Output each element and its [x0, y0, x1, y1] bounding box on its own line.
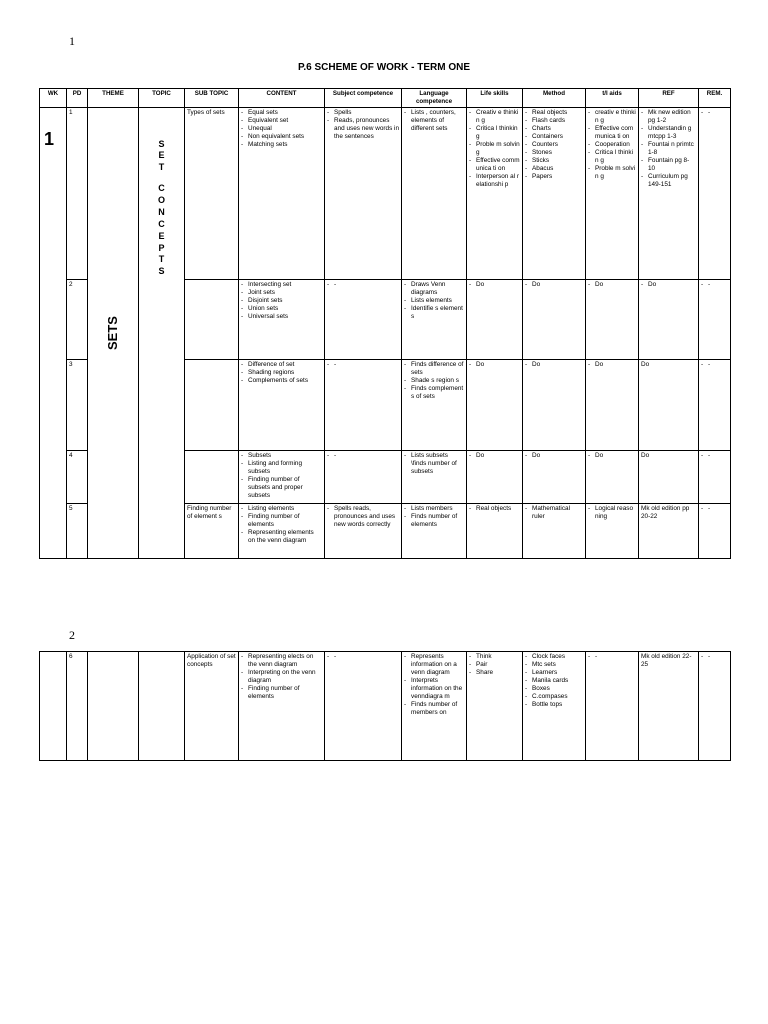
tl-aids-cell	[586, 450, 639, 503]
subtopic-cell: Finding number of element s	[185, 503, 239, 558]
tl-aids-cell	[586, 107, 639, 279]
list-item: - Clock faces	[525, 653, 583, 661]
list-item: - Learners	[525, 669, 583, 677]
list-item: - Do	[641, 281, 696, 289]
list-item: - Union sets	[241, 305, 322, 313]
life-skills-cell-list	[469, 281, 520, 289]
header-theme: THEME	[88, 89, 139, 108]
language-competence-cell-list	[404, 653, 464, 717]
table-row	[40, 107, 731, 279]
topic-letter: T	[158, 162, 165, 173]
topic-cell	[139, 652, 185, 761]
rem-cell	[699, 107, 731, 279]
life-skills-cell	[467, 359, 523, 450]
life-skills-cell-list	[469, 109, 520, 189]
list-item: - Shade s region s	[404, 377, 464, 385]
tl-aids-cell	[586, 359, 639, 450]
list-item: - Critica l thinkin g	[588, 149, 636, 165]
list-item: - Representing elects on the venn diagram	[241, 653, 322, 669]
list-item: - -	[327, 452, 399, 460]
list-item: - Difference of set	[241, 361, 322, 369]
page-number: 1	[69, 34, 75, 48]
tl-aids-cell-list	[588, 505, 636, 521]
content-cell-list	[241, 109, 322, 149]
list-item: - Proble m solvin g	[588, 165, 636, 181]
list-item: - -	[701, 109, 728, 117]
theme-label: SETS	[104, 315, 120, 350]
content-cell	[239, 107, 325, 279]
topic-letter	[141, 174, 182, 183]
list-item: - Listing elements	[241, 505, 322, 513]
topic-letter: C	[158, 218, 165, 229]
scheme-table	[39, 88, 731, 559]
subject-competence-cell-list	[327, 653, 399, 661]
content-cell-list	[241, 505, 322, 545]
rem-cell	[699, 359, 731, 450]
subject-competence-cell-list	[327, 452, 399, 460]
list-item: - Draws Venn diagrams	[404, 281, 464, 297]
list-item: - Critica l thinkin g	[469, 125, 520, 141]
list-item: - Effective communica ti on	[588, 125, 636, 141]
list-item: - Do	[469, 452, 520, 460]
period-cell: 6	[67, 652, 88, 761]
list-item: - Equal sets	[241, 109, 322, 117]
list-item: - Finds number of elements	[404, 513, 464, 529]
subject-competence-cell	[325, 107, 402, 279]
list-item: - Listing and forming subsets	[241, 460, 322, 476]
content-cell	[239, 652, 325, 761]
topic-label	[141, 139, 182, 279]
list-item: - -	[327, 653, 399, 661]
list-item: - -	[701, 653, 728, 661]
list-item: - Do	[525, 361, 583, 369]
topic-letter: E	[158, 150, 165, 161]
content-cell	[239, 279, 325, 359]
list-item: - Shading regions	[241, 369, 322, 377]
subtopic-cell	[185, 279, 239, 359]
list-item: - Mathematical ruler	[525, 505, 583, 521]
list-item: - Do	[588, 452, 636, 460]
method-cell	[523, 450, 586, 503]
list-item: - Proble m solvin g	[469, 141, 520, 157]
subtopic-cell: Application of set concepts	[185, 652, 239, 761]
list-item: - Think	[469, 653, 520, 661]
list-item: - Subsets	[241, 452, 322, 460]
language-competence-cell-list	[404, 109, 464, 133]
life-skills-cell	[467, 450, 523, 503]
period-cell: 4	[67, 450, 88, 503]
rem-cell	[699, 652, 731, 761]
method-cell-list	[525, 361, 583, 369]
content-cell	[239, 359, 325, 450]
period-cell: 5	[67, 503, 88, 558]
rem-cell	[699, 279, 731, 359]
header-rem: REM.	[699, 89, 731, 108]
list-item: - Spells reads, pronounces and uses new words correctly	[327, 505, 399, 529]
list-item: - Finds number of members on	[404, 701, 464, 717]
subject-competence-cell	[325, 279, 402, 359]
language-competence-cell	[402, 450, 467, 503]
subject-competence-cell-list	[327, 505, 399, 529]
list-item: - Sticks	[525, 157, 583, 165]
header-topic: TOPIC	[139, 89, 185, 108]
topic-cell	[139, 107, 185, 558]
subject-competence-cell	[325, 652, 402, 761]
list-item: - Charts	[525, 125, 583, 133]
list-item: - Containers	[525, 133, 583, 141]
list-item: - Do	[588, 281, 636, 289]
language-competence-cell	[402, 107, 467, 279]
list-item: - Lists , counters, elements of different sets	[404, 109, 464, 133]
table-row	[40, 652, 731, 761]
language-competence-cell	[402, 359, 467, 450]
rem-cell	[699, 450, 731, 503]
list-item: - C.compases	[525, 693, 583, 701]
subject-competence-cell-list	[327, 109, 399, 141]
ref-cell: Mk old edition 22-25	[639, 652, 699, 761]
week-cell	[40, 107, 67, 558]
list-item: - Disjoint sets	[241, 297, 322, 305]
header-life-skills: Life skills	[467, 89, 523, 108]
subject-competence-cell	[325, 450, 402, 503]
rem-cell-list	[701, 653, 728, 661]
list-item: - Bottle tops	[525, 701, 583, 709]
list-item: - Finding number of subsets and proper subsets	[241, 476, 322, 500]
subject-competence-cell	[325, 359, 402, 450]
list-item: - Identifie s element s	[404, 305, 464, 321]
list-item: - -	[588, 653, 636, 661]
content-cell-list	[241, 653, 322, 701]
language-competence-cell-list	[404, 281, 464, 321]
topic-letter: S	[158, 138, 165, 149]
header-row	[40, 89, 731, 108]
list-item: - -	[701, 281, 728, 289]
period-cell: 2	[67, 279, 88, 359]
list-item: - Intersecting set	[241, 281, 322, 289]
list-item: - Interperson al relationshi p	[469, 173, 520, 189]
life-skills-cell	[467, 279, 523, 359]
list-item: - Lists elements	[404, 297, 464, 305]
list-item: - Equivalent set	[241, 117, 322, 125]
rem-cell-list	[701, 109, 728, 117]
rem-cell-list	[701, 452, 728, 460]
language-competence-cell-list	[404, 505, 464, 529]
content-cell	[239, 450, 325, 503]
life-skills-cell	[467, 107, 523, 279]
list-item: - -	[701, 452, 728, 460]
header-content: CONTENT	[239, 89, 325, 108]
tl-aids-cell	[586, 503, 639, 558]
list-item: - Unequal	[241, 125, 322, 133]
life-skills-cell-list	[469, 505, 520, 513]
list-item: - Lists subsets \finds number of subsets	[404, 452, 464, 476]
language-competence-cell	[402, 503, 467, 558]
ref-cell: Do	[639, 450, 699, 503]
list-item: - Curriculum pg 149-151	[641, 173, 696, 189]
list-item: - Matching sets	[241, 141, 322, 149]
tl-aids-cell	[586, 652, 639, 761]
topic-letter: P	[158, 242, 165, 253]
theme-cell	[88, 652, 139, 761]
list-item: - Logical reasoning	[588, 505, 636, 521]
method-cell	[523, 279, 586, 359]
header-tl-aids: t/l aids	[586, 89, 639, 108]
list-item: - Mtc sets	[525, 661, 583, 669]
list-item: - Representing elements on the venn diagram	[241, 529, 322, 545]
period-cell: 3	[67, 359, 88, 450]
list-item: - Lists members	[404, 505, 464, 513]
tl-aids-cell-list	[588, 281, 636, 289]
list-item: - Creativ e thinkin g	[469, 109, 520, 125]
ref-cell-list	[641, 109, 696, 189]
list-item: - Flash cards	[525, 117, 583, 125]
ref-cell	[639, 279, 699, 359]
method-cell-list	[525, 452, 583, 460]
list-item: - Complements of sets	[241, 377, 322, 385]
tl-aids-cell-list	[588, 452, 636, 460]
method-cell	[523, 107, 586, 279]
tl-aids-cell-list	[588, 361, 636, 369]
subtopic-cell	[185, 359, 239, 450]
list-item: - Do	[588, 361, 636, 369]
topic-letter: C	[158, 183, 165, 194]
list-item: - Real objects	[469, 505, 520, 513]
content-cell-list	[241, 281, 322, 321]
header-language-competence: Language competence	[402, 89, 467, 108]
subject-competence-cell-list	[327, 281, 399, 289]
scheme-table-continued	[39, 651, 731, 761]
list-item: - -	[701, 505, 728, 513]
topic-letter: E	[158, 230, 165, 241]
page-number: 2	[69, 628, 75, 642]
list-item: - Fountain pg 8- 10	[641, 157, 696, 173]
method-cell-list	[525, 505, 583, 521]
language-competence-cell-list	[404, 452, 464, 476]
list-item: - Finding number of elements	[241, 685, 322, 701]
list-item: - Finds difference of sets	[404, 361, 464, 377]
list-item: - Boxes	[525, 685, 583, 693]
content-cell-list	[241, 452, 322, 500]
list-item: - Do	[469, 281, 520, 289]
list-item: - -	[327, 361, 399, 369]
list-item: - Do	[525, 281, 583, 289]
week-number: 1	[44, 128, 55, 149]
rem-cell	[699, 503, 731, 558]
list-item: - Share	[469, 669, 520, 677]
method-cell-list	[525, 109, 583, 181]
method-cell-list	[525, 653, 583, 709]
topic-letter: O	[157, 195, 165, 205]
list-item: - Do	[469, 361, 520, 369]
rem-cell-list	[701, 281, 728, 289]
content-cell-list	[241, 361, 322, 385]
list-item: - creativ e thinkin g	[588, 109, 636, 125]
language-competence-cell	[402, 652, 467, 761]
list-item: - Effective communica ti on	[469, 157, 520, 173]
week-cell	[40, 652, 67, 761]
tl-aids-cell-list	[588, 109, 636, 181]
rem-cell-list	[701, 361, 728, 369]
subtopic-cell: Types of sets	[185, 107, 239, 279]
ref-cell	[639, 107, 699, 279]
header-ref: REF	[639, 89, 699, 108]
list-item: - -	[701, 361, 728, 369]
header-sub-topic: SUB TOPIC	[185, 89, 239, 108]
list-item: - Do	[525, 452, 583, 460]
tl-aids-cell	[586, 279, 639, 359]
period-cell: 1	[67, 107, 88, 279]
ref-cell-list	[641, 281, 696, 289]
ref-cell: Do	[639, 359, 699, 450]
rem-cell-list	[701, 505, 728, 513]
method-cell	[523, 503, 586, 558]
list-item: - Joint sets	[241, 289, 322, 297]
list-item: - Interpreting on the venn diagram	[241, 669, 322, 685]
method-cell	[523, 652, 586, 761]
list-item: - Finding number of elements	[241, 513, 322, 529]
language-competence-cell-list	[404, 361, 464, 401]
topic-letter: S	[158, 266, 165, 277]
list-item: - Cooperation	[588, 141, 636, 149]
list-item: - Interprets information on the venndiagra m	[404, 677, 464, 701]
list-item: - Reads, pronounces and uses new words in the sentences	[327, 117, 399, 141]
life-skills-cell	[467, 503, 523, 558]
list-item: - -	[327, 281, 399, 289]
list-item: - Finds complement s of sets	[404, 385, 464, 401]
list-item: - Spells	[327, 109, 399, 117]
ref-cell: Mk old edition pp 20-22	[639, 503, 699, 558]
language-competence-cell	[402, 279, 467, 359]
list-item: - Represents information on a venn diagram	[404, 653, 464, 677]
life-skills-cell	[467, 652, 523, 761]
method-cell-list	[525, 281, 583, 289]
list-item: - Papers	[525, 173, 583, 181]
list-item: - Stones	[525, 149, 583, 157]
subject-competence-cell	[325, 503, 402, 558]
list-item: - Mk new edition pg 1-2	[641, 109, 696, 125]
content-cell	[239, 503, 325, 558]
header-pd: PD	[67, 89, 88, 108]
topic-letter: N	[158, 206, 165, 217]
list-item: - Counters	[525, 141, 583, 149]
life-skills-cell-list	[469, 452, 520, 460]
list-item: - Universal sets	[241, 313, 322, 321]
list-item: - Real objects	[525, 109, 583, 117]
list-item: - Abacus	[525, 165, 583, 173]
method-cell	[523, 359, 586, 450]
list-item: - Pair	[469, 661, 520, 669]
topic-letter: T	[158, 254, 165, 265]
header-wk: WK	[40, 89, 67, 108]
life-skills-cell-list	[469, 361, 520, 369]
subtopic-cell	[185, 450, 239, 503]
list-item: - Non equivalent sets	[241, 133, 322, 141]
list-item: - Fountai n primtc 1-8	[641, 141, 696, 157]
document-title: P.6 SCHEME OF WORK - TERM ONE	[297, 62, 471, 73]
life-skills-cell-list	[469, 653, 520, 677]
subject-competence-cell-list	[327, 361, 399, 369]
theme-cell	[88, 107, 139, 558]
header-subject-competence: Subject competence	[325, 89, 402, 108]
header-method: Method	[523, 89, 586, 108]
list-item: - Manila cards	[525, 677, 583, 685]
tl-aids-cell-list	[588, 653, 636, 661]
list-item: - Understandin g mtcpp 1-3	[641, 125, 696, 141]
